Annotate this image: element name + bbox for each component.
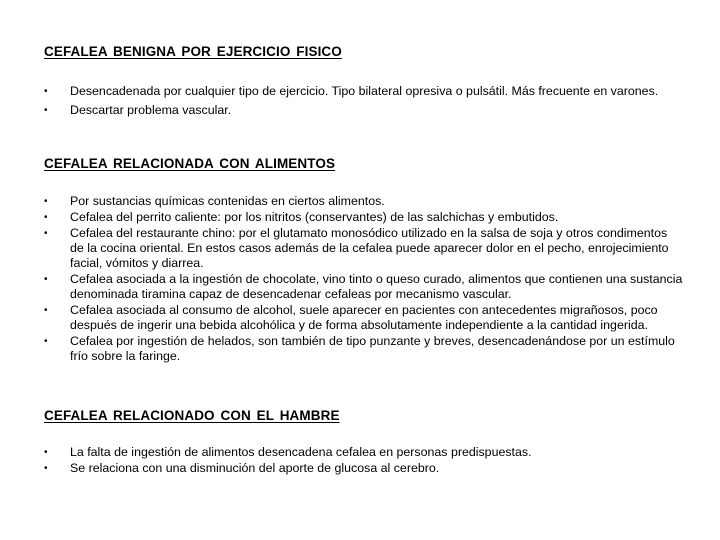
section-hambre — [44, 407, 684, 476]
list-item-text: Cefalea asociada al consumo de alcohol, suele aparecer en pacientes con antecedentes migrañosos, poco después de ingerir una bebida alcohólica y de forma absolutamente independiente a la cantidad ingerida. — [70, 303, 658, 332]
section-ejercicio — [44, 43, 684, 118]
section-title: CEFALEA RELACIONADA CON ALIMENTOS — [44, 156, 336, 171]
list-item — [44, 303, 684, 333]
list-item-text: Cefalea por ingestión de helados, son también de tipo punzante y breves, desencadenándose por un estímulo frío sobre la faringe. — [70, 334, 675, 363]
bullet-icon: • — [44, 463, 48, 474]
list-item-text: Se relaciona con una disminución del aporte de glucosa al cerebro. — [70, 461, 440, 475]
list-item — [44, 194, 684, 209]
bullet-icon: • — [44, 447, 48, 458]
bullet-icon: • — [44, 86, 48, 97]
list-item-text: Cefalea asociada a la ingestión de chocolate, vino tinto o queso curado, alimentos que contienen una sustancia denominada tiramina capaz de desencadenar cefaleas por mecanismo vascular. — [70, 272, 683, 301]
bullet-list — [44, 84, 684, 118]
list-item — [44, 445, 684, 460]
list-item — [44, 461, 684, 476]
list-item-text: Descartar problema vascular. — [70, 103, 232, 117]
bullet-icon: • — [44, 196, 48, 207]
section-title: CEFALEA RELACIONADO CON EL HAMBRE — [44, 408, 340, 423]
list-item — [44, 334, 684, 364]
bullet-icon: • — [44, 305, 48, 316]
list-item — [44, 84, 684, 99]
bullet-list — [44, 445, 684, 476]
section-alimentos — [44, 155, 684, 364]
bullet-icon: • — [44, 228, 48, 239]
list-item-text: Por sustancias químicas contenidas en ciertos alimentos. — [70, 194, 385, 208]
list-item-text: Desencadenada por cualquier tipo de ejercicio. Tipo bilateral opresiva o pulsátil. Más frecuente en varones. — [70, 84, 659, 98]
list-item-text: Cefalea del restaurante chino: por el glutamato monosódico utilizado en la salsa de soja y otros condimentos de la cocina oriental. En estos casos además de la cefalea puede aparecer dolor en el pecho, enrojecimiento facial, vómitos y diarrea. — [70, 226, 669, 270]
bullet-icon: • — [44, 336, 48, 347]
section-title: CEFALEA BENIGNA POR EJERCICIO FISICO — [44, 44, 342, 59]
list-item — [44, 226, 684, 271]
bullet-icon: • — [44, 274, 48, 285]
bullet-list — [44, 194, 684, 364]
list-item — [44, 103, 684, 118]
bullet-icon: • — [44, 105, 48, 116]
list-item — [44, 210, 684, 225]
list-item-text: La falta de ingestión de alimentos desencadena cefalea en personas predispuestas. — [70, 445, 532, 459]
list-item-text: Cefalea del perrito caliente: por los nitritos (conservantes) de las salchichas y embutidos. — [70, 210, 559, 224]
bullet-icon: • — [44, 212, 48, 223]
list-item — [44, 272, 684, 302]
